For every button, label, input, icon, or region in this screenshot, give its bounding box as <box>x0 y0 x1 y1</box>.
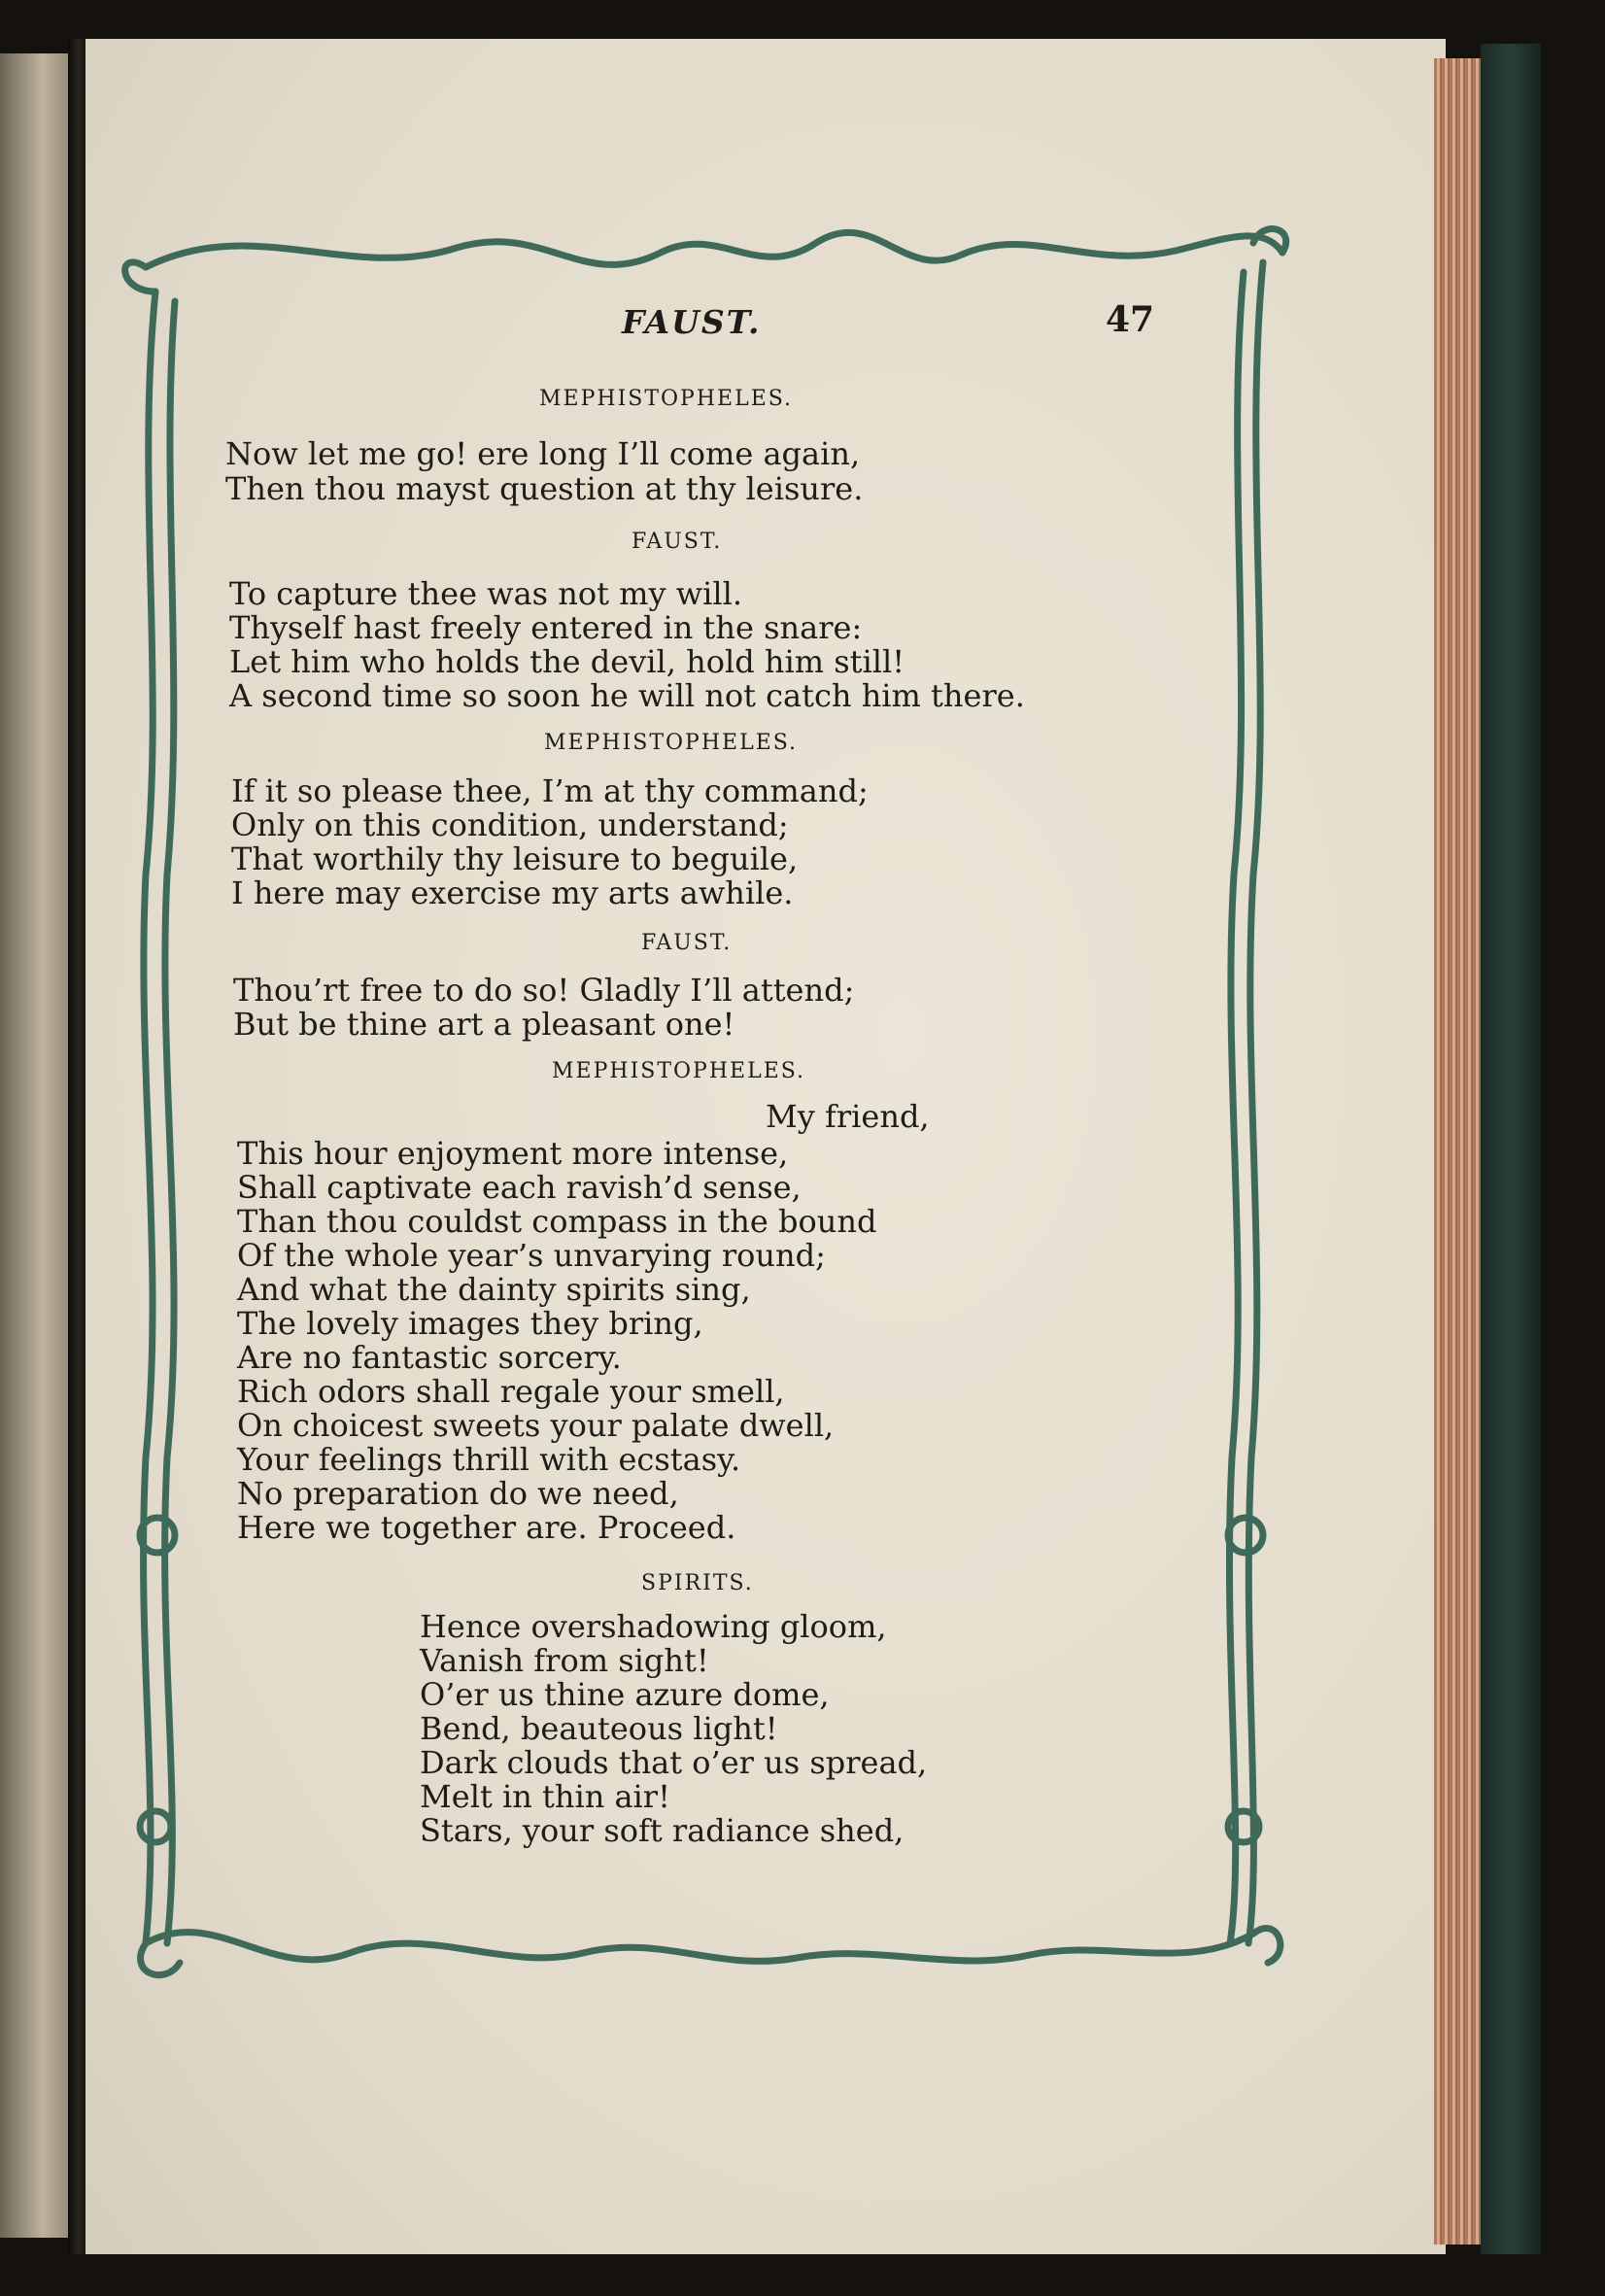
verse-line: Then thou mayst question at thy leisure. <box>225 470 864 507</box>
speaker-name: MEPHISTOPHELES. <box>539 387 794 411</box>
verse-line: Thou’rt free to do so! Gladly I’ll attend; <box>233 972 855 1009</box>
verse-line: A second time so soon he will not catch him there. <box>229 677 1025 714</box>
verse-line: Dark clouds that o’er us spread, <box>420 1744 928 1781</box>
verse-line: No preparation do we need, <box>237 1475 679 1512</box>
verse-line: Melt in thin air! <box>420 1778 670 1815</box>
right-border-rail <box>1248 262 1263 1943</box>
verse-line: To capture thee was not my will. <box>229 575 742 612</box>
verse-line: And what the dainty spirits sing, <box>237 1271 751 1308</box>
left-border-rail <box>144 291 155 1943</box>
verse-line: Vanish from sight! <box>420 1642 709 1679</box>
page-number: 47 <box>1106 299 1155 340</box>
verse-line: That worthily thy leisure to beguile, <box>231 840 799 877</box>
verse-line: Rich odors shall regale your smell, <box>237 1373 785 1410</box>
verse-line: Now let me go! ere long I’ll come again, <box>225 435 861 472</box>
speaker-name: FAUST. <box>632 530 723 554</box>
verse-line: My friend, <box>766 1098 930 1135</box>
verse-line: But be thine art a pleasant one! <box>233 1006 735 1043</box>
verse-line: Stars, your soft radiance shed, <box>420 1812 905 1849</box>
verse-line: Of the whole year’s unvarying round; <box>237 1237 826 1274</box>
verse-line: Hence overshadowing gloom, <box>420 1608 887 1645</box>
speaker-name: MEPHISTOPHELES. <box>552 1059 806 1083</box>
verse-line: This hour enjoyment more intense, <box>237 1135 789 1172</box>
speaker-name: MEPHISTOPHELES. <box>544 731 799 755</box>
verse-line: Bend, beauteous light! <box>420 1710 778 1747</box>
verse-line: Are no fantastic sorcery. <box>237 1339 622 1376</box>
verse-line: Here we together are. Proceed. <box>237 1509 736 1546</box>
left-rosette-lower <box>140 1811 171 1842</box>
speaker-name: SPIRITS. <box>641 1571 754 1595</box>
verse-line: Only on this condition, understand; <box>231 806 789 843</box>
verse-line: I here may exercise my arts awhile. <box>231 874 794 911</box>
verse-line: The lovely images they bring, <box>237 1305 703 1342</box>
verse-line: Your feelings thrill with ecstasy. <box>237 1441 741 1478</box>
bottom-border-flourish <box>146 1933 1253 1962</box>
top-border-flourish <box>146 232 1282 267</box>
verse-line: On choicest sweets your palate dwell, <box>237 1407 835 1444</box>
verse-line: Thyself hast freely entered in the snare: <box>229 609 863 646</box>
running-title: FAUST. <box>622 303 762 341</box>
verse-line: O’er us thine azure dome, <box>420 1676 830 1713</box>
speaker-name: FAUST. <box>641 931 733 955</box>
verse-line: Than thou couldst compass in the bound <box>237 1203 877 1240</box>
verse-line: If it so please thee, I’m at thy command; <box>231 772 869 809</box>
verse-line: Let him who holds the devil, hold him still! <box>229 643 905 680</box>
verse-line: Shall captivate each ravish’d sense, <box>237 1169 802 1206</box>
